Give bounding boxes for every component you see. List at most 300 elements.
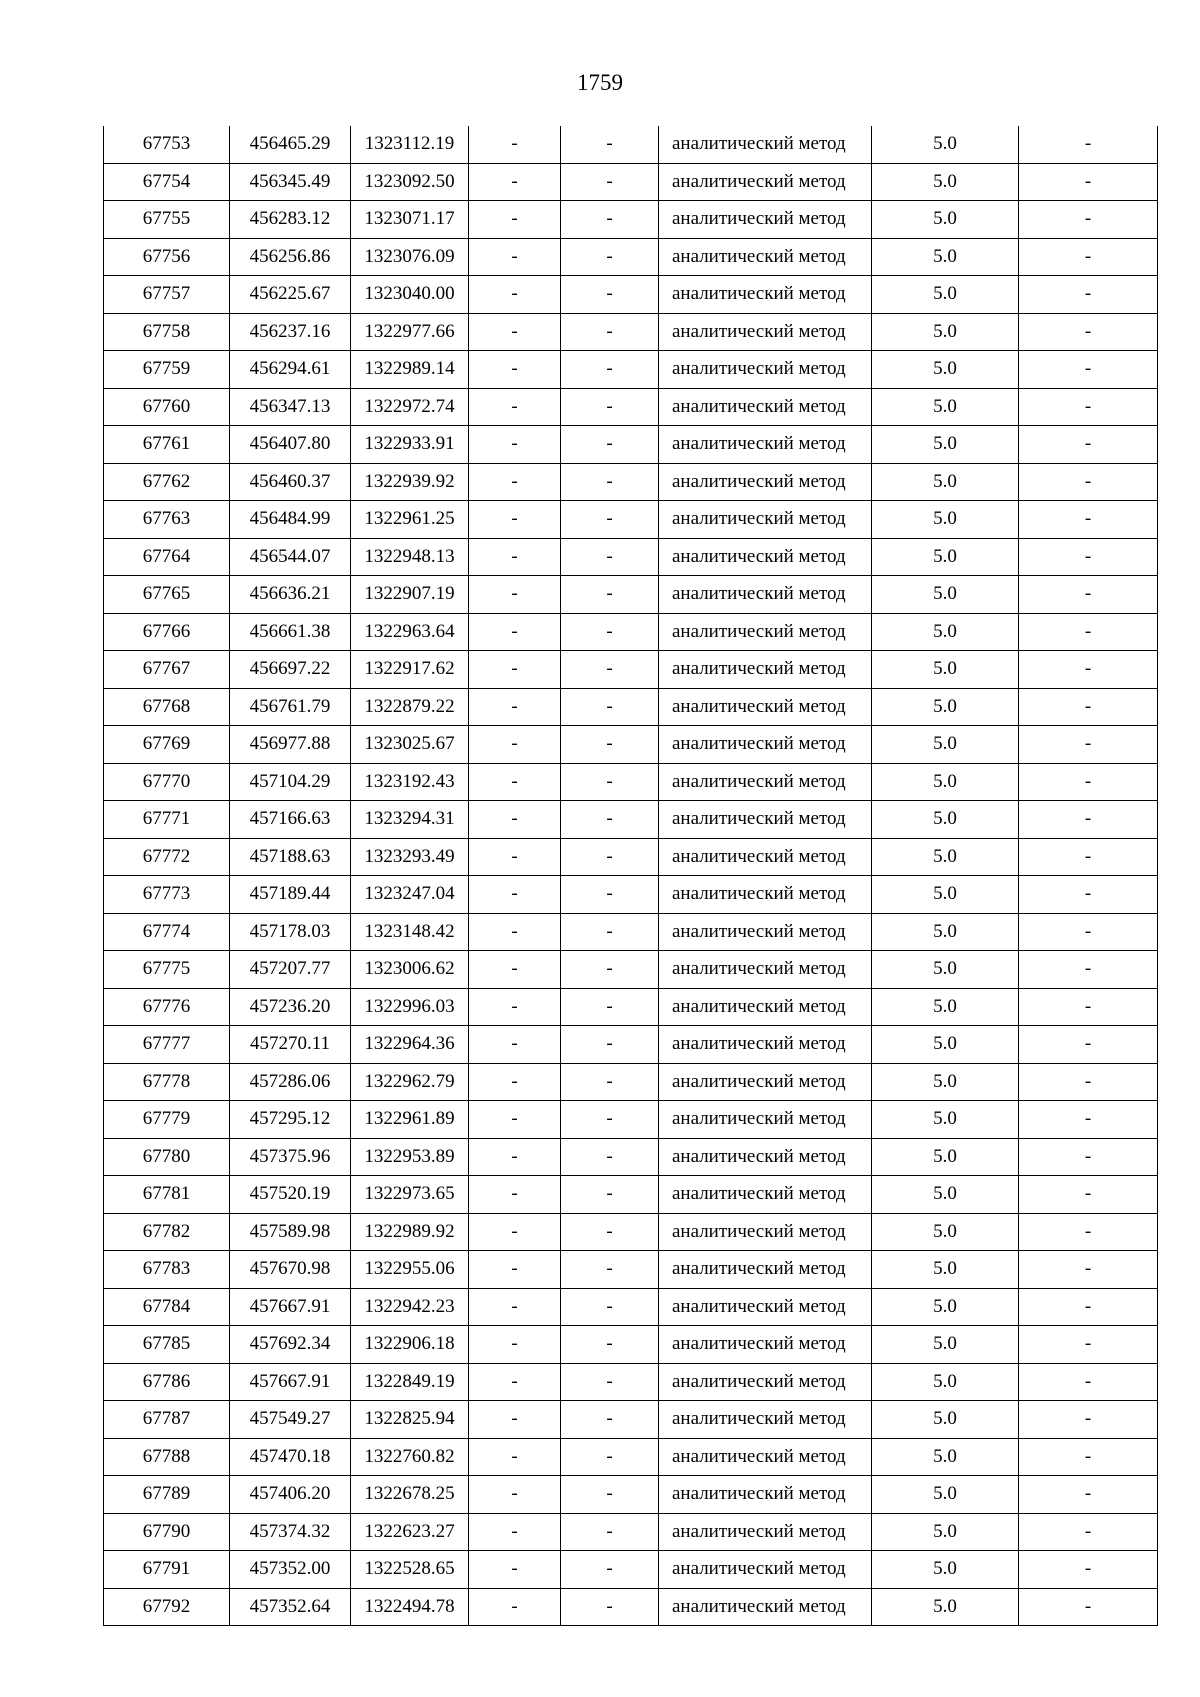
empty-cell-c: -	[1019, 538, 1158, 576]
table-row	[104, 238, 1158, 276]
y-coordinate-cell: 1322964.36	[351, 1026, 469, 1064]
y-coordinate-cell: 1322906.18	[351, 1326, 469, 1364]
table-row	[104, 1101, 1158, 1139]
empty-cell-a: -	[469, 163, 561, 201]
empty-cell-a: -	[469, 1026, 561, 1064]
table-row	[104, 1401, 1158, 1439]
x-coordinate-cell: 457352.64	[230, 1588, 351, 1626]
table-row	[104, 1476, 1158, 1514]
empty-cell-b: -	[561, 951, 659, 989]
x-coordinate-cell: 457692.34	[230, 1326, 351, 1364]
method-cell: аналитический метод	[659, 651, 872, 689]
accuracy-cell: 5.0	[872, 1551, 1019, 1589]
point-number-cell: 67762	[104, 463, 230, 501]
x-coordinate-cell: 457236.20	[230, 988, 351, 1026]
point-number-cell: 67780	[104, 1138, 230, 1176]
method-cell: аналитический метод	[659, 126, 872, 163]
method-cell: аналитический метод	[659, 1213, 872, 1251]
table-row	[104, 1026, 1158, 1064]
point-number-cell: 67777	[104, 1026, 230, 1064]
empty-cell-b: -	[561, 1401, 659, 1439]
method-cell: аналитический метод	[659, 351, 872, 389]
y-coordinate-cell: 1323025.67	[351, 726, 469, 764]
y-coordinate-cell: 1322996.03	[351, 988, 469, 1026]
empty-cell-b: -	[561, 163, 659, 201]
y-coordinate-cell: 1322933.91	[351, 426, 469, 464]
table-row	[104, 1438, 1158, 1476]
empty-cell-c: -	[1019, 913, 1158, 951]
empty-cell-a: -	[469, 913, 561, 951]
empty-cell-a: -	[469, 801, 561, 839]
empty-cell-a: -	[469, 688, 561, 726]
y-coordinate-cell: 1322760.82	[351, 1438, 469, 1476]
point-number-cell: 67757	[104, 276, 230, 314]
method-cell: аналитический метод	[659, 1176, 872, 1214]
y-coordinate-cell: 1322917.62	[351, 651, 469, 689]
accuracy-cell: 5.0	[872, 801, 1019, 839]
accuracy-cell: 5.0	[872, 351, 1019, 389]
point-number-cell: 67753	[104, 126, 230, 163]
empty-cell-a: -	[469, 1476, 561, 1514]
table-row	[104, 651, 1158, 689]
empty-cell-b: -	[561, 1326, 659, 1364]
y-coordinate-cell: 1323148.42	[351, 913, 469, 951]
table-row	[104, 951, 1158, 989]
y-coordinate-cell: 1322973.65	[351, 1176, 469, 1214]
point-number-cell: 67791	[104, 1551, 230, 1589]
empty-cell-c: -	[1019, 1363, 1158, 1401]
x-coordinate-cell: 457178.03	[230, 913, 351, 951]
method-cell: аналитический метод	[659, 1588, 872, 1626]
accuracy-cell: 5.0	[872, 1026, 1019, 1064]
y-coordinate-cell: 1322989.92	[351, 1213, 469, 1251]
empty-cell-a: -	[469, 201, 561, 239]
x-coordinate-cell: 457667.91	[230, 1363, 351, 1401]
empty-cell-c: -	[1019, 126, 1158, 163]
empty-cell-a: -	[469, 388, 561, 426]
table-row	[104, 1251, 1158, 1289]
x-coordinate-cell: 456237.16	[230, 313, 351, 351]
accuracy-cell: 5.0	[872, 1138, 1019, 1176]
empty-cell-c: -	[1019, 1213, 1158, 1251]
empty-cell-c: -	[1019, 1401, 1158, 1439]
table-row	[104, 276, 1158, 314]
point-number-cell: 67766	[104, 613, 230, 651]
empty-cell-a: -	[469, 538, 561, 576]
accuracy-cell: 5.0	[872, 1063, 1019, 1101]
method-cell: аналитический метод	[659, 613, 872, 651]
accuracy-cell: 5.0	[872, 1513, 1019, 1551]
empty-cell-b: -	[561, 801, 659, 839]
x-coordinate-cell: 457207.77	[230, 951, 351, 989]
table-row	[104, 201, 1158, 239]
y-coordinate-cell: 1323192.43	[351, 763, 469, 801]
method-cell: аналитический метод	[659, 688, 872, 726]
x-coordinate-cell: 456544.07	[230, 538, 351, 576]
y-coordinate-cell: 1323006.62	[351, 951, 469, 989]
y-coordinate-cell: 1323092.50	[351, 163, 469, 201]
y-coordinate-cell: 1323076.09	[351, 238, 469, 276]
method-cell: аналитический метод	[659, 1288, 872, 1326]
y-coordinate-cell: 1323293.49	[351, 838, 469, 876]
table-row	[104, 1326, 1158, 1364]
point-number-cell: 67767	[104, 651, 230, 689]
y-coordinate-cell: 1322494.78	[351, 1588, 469, 1626]
accuracy-cell: 5.0	[872, 1288, 1019, 1326]
accuracy-cell: 5.0	[872, 388, 1019, 426]
y-coordinate-cell: 1322528.65	[351, 1551, 469, 1589]
accuracy-cell: 5.0	[872, 501, 1019, 539]
y-coordinate-cell: 1322972.74	[351, 388, 469, 426]
empty-cell-b: -	[561, 726, 659, 764]
method-cell: аналитический метод	[659, 1513, 872, 1551]
empty-cell-c: -	[1019, 1513, 1158, 1551]
empty-cell-b: -	[561, 463, 659, 501]
x-coordinate-cell: 456460.37	[230, 463, 351, 501]
empty-cell-c: -	[1019, 801, 1158, 839]
point-number-cell: 67769	[104, 726, 230, 764]
empty-cell-a: -	[469, 463, 561, 501]
y-coordinate-cell: 1322963.64	[351, 613, 469, 651]
x-coordinate-cell: 457667.91	[230, 1288, 351, 1326]
empty-cell-a: -	[469, 576, 561, 614]
empty-cell-b: -	[561, 313, 659, 351]
point-number-cell: 67773	[104, 876, 230, 914]
x-coordinate-cell: 456661.38	[230, 613, 351, 651]
y-coordinate-cell: 1322623.27	[351, 1513, 469, 1551]
point-number-cell: 67756	[104, 238, 230, 276]
point-number-cell: 67785	[104, 1326, 230, 1364]
x-coordinate-cell: 457189.44	[230, 876, 351, 914]
x-coordinate-cell: 457352.00	[230, 1551, 351, 1589]
table-row	[104, 163, 1158, 201]
table-row	[104, 313, 1158, 351]
point-number-cell: 67788	[104, 1438, 230, 1476]
y-coordinate-cell: 1322962.79	[351, 1063, 469, 1101]
accuracy-cell: 5.0	[872, 1326, 1019, 1364]
method-cell: аналитический метод	[659, 538, 872, 576]
accuracy-cell: 5.0	[872, 238, 1019, 276]
empty-cell-b: -	[561, 1438, 659, 1476]
method-cell: аналитический метод	[659, 951, 872, 989]
empty-cell-a: -	[469, 1363, 561, 1401]
table-row	[104, 613, 1158, 651]
empty-cell-c: -	[1019, 1138, 1158, 1176]
empty-cell-b: -	[561, 201, 659, 239]
empty-cell-c: -	[1019, 1588, 1158, 1626]
x-coordinate-cell: 456977.88	[230, 726, 351, 764]
empty-cell-b: -	[561, 1588, 659, 1626]
empty-cell-c: -	[1019, 951, 1158, 989]
y-coordinate-cell: 1322977.66	[351, 313, 469, 351]
y-coordinate-cell: 1322879.22	[351, 688, 469, 726]
x-coordinate-cell: 457295.12	[230, 1101, 351, 1139]
table-row	[104, 538, 1158, 576]
accuracy-cell: 5.0	[872, 688, 1019, 726]
point-number-cell: 67774	[104, 913, 230, 951]
empty-cell-c: -	[1019, 463, 1158, 501]
empty-cell-b: -	[561, 276, 659, 314]
method-cell: аналитический метод	[659, 1326, 872, 1364]
method-cell: аналитический метод	[659, 1476, 872, 1514]
point-number-cell: 67765	[104, 576, 230, 614]
y-coordinate-cell: 1322961.89	[351, 1101, 469, 1139]
x-coordinate-cell: 457374.32	[230, 1513, 351, 1551]
method-cell: аналитический метод	[659, 1401, 872, 1439]
point-number-cell: 67776	[104, 988, 230, 1026]
method-cell: аналитический метод	[659, 1138, 872, 1176]
empty-cell-a: -	[469, 351, 561, 389]
empty-cell-b: -	[561, 388, 659, 426]
empty-cell-a: -	[469, 501, 561, 539]
table-row	[104, 463, 1158, 501]
coordinates-table	[103, 126, 1158, 1626]
empty-cell-a: -	[469, 1063, 561, 1101]
accuracy-cell: 5.0	[872, 1101, 1019, 1139]
empty-cell-b: -	[561, 426, 659, 464]
empty-cell-c: -	[1019, 763, 1158, 801]
empty-cell-a: -	[469, 876, 561, 914]
table-row	[104, 1551, 1158, 1589]
method-cell: аналитический метод	[659, 1026, 872, 1064]
accuracy-cell: 5.0	[872, 1213, 1019, 1251]
method-cell: аналитический метод	[659, 1438, 872, 1476]
point-number-cell: 67787	[104, 1401, 230, 1439]
y-coordinate-cell: 1322955.06	[351, 1251, 469, 1289]
accuracy-cell: 5.0	[872, 576, 1019, 614]
empty-cell-c: -	[1019, 876, 1158, 914]
accuracy-cell: 5.0	[872, 988, 1019, 1026]
method-cell: аналитический метод	[659, 726, 872, 764]
table-row	[104, 1588, 1158, 1626]
empty-cell-c: -	[1019, 613, 1158, 651]
empty-cell-b: -	[561, 501, 659, 539]
method-cell: аналитический метод	[659, 1551, 872, 1589]
empty-cell-b: -	[561, 876, 659, 914]
x-coordinate-cell: 456347.13	[230, 388, 351, 426]
x-coordinate-cell: 457406.20	[230, 1476, 351, 1514]
empty-cell-c: -	[1019, 1288, 1158, 1326]
x-coordinate-cell: 457188.63	[230, 838, 351, 876]
empty-cell-a: -	[469, 1513, 561, 1551]
y-coordinate-cell: 1322849.19	[351, 1363, 469, 1401]
x-coordinate-cell: 457166.63	[230, 801, 351, 839]
empty-cell-a: -	[469, 1213, 561, 1251]
empty-cell-c: -	[1019, 1101, 1158, 1139]
accuracy-cell: 5.0	[872, 463, 1019, 501]
point-number-cell: 67772	[104, 838, 230, 876]
accuracy-cell: 5.0	[872, 538, 1019, 576]
empty-cell-b: -	[561, 763, 659, 801]
x-coordinate-cell: 456465.29	[230, 126, 351, 163]
x-coordinate-cell: 456345.49	[230, 163, 351, 201]
empty-cell-a: -	[469, 276, 561, 314]
y-coordinate-cell: 1322942.23	[351, 1288, 469, 1326]
y-coordinate-cell: 1322678.25	[351, 1476, 469, 1514]
point-number-cell: 67770	[104, 763, 230, 801]
method-cell: аналитический метод	[659, 1101, 872, 1139]
point-number-cell: 67755	[104, 201, 230, 239]
empty-cell-b: -	[561, 1476, 659, 1514]
method-cell: аналитический метод	[659, 763, 872, 801]
point-number-cell: 67792	[104, 1588, 230, 1626]
y-coordinate-cell: 1322961.25	[351, 501, 469, 539]
point-number-cell: 67759	[104, 351, 230, 389]
empty-cell-c: -	[1019, 1176, 1158, 1214]
empty-cell-b: -	[561, 1213, 659, 1251]
empty-cell-c: -	[1019, 388, 1158, 426]
point-number-cell: 67768	[104, 688, 230, 726]
accuracy-cell: 5.0	[872, 726, 1019, 764]
empty-cell-c: -	[1019, 1476, 1158, 1514]
method-cell: аналитический метод	[659, 201, 872, 239]
empty-cell-a: -	[469, 1138, 561, 1176]
table-row	[104, 388, 1158, 426]
table-row	[104, 126, 1158, 163]
table-row	[104, 726, 1158, 764]
table-row	[104, 501, 1158, 539]
empty-cell-c: -	[1019, 201, 1158, 239]
x-coordinate-cell: 456294.61	[230, 351, 351, 389]
table-row	[104, 1063, 1158, 1101]
x-coordinate-cell: 457470.18	[230, 1438, 351, 1476]
point-number-cell: 67781	[104, 1176, 230, 1214]
empty-cell-c: -	[1019, 351, 1158, 389]
x-coordinate-cell: 457589.98	[230, 1213, 351, 1251]
accuracy-cell: 5.0	[872, 313, 1019, 351]
point-number-cell: 67784	[104, 1288, 230, 1326]
y-coordinate-cell: 1323040.00	[351, 276, 469, 314]
x-coordinate-cell: 456225.67	[230, 276, 351, 314]
empty-cell-a: -	[469, 726, 561, 764]
point-number-cell: 67758	[104, 313, 230, 351]
page-number: 1759	[577, 70, 623, 95]
y-coordinate-cell: 1322989.14	[351, 351, 469, 389]
method-cell: аналитический метод	[659, 1251, 872, 1289]
accuracy-cell: 5.0	[872, 613, 1019, 651]
empty-cell-b: -	[561, 126, 659, 163]
empty-cell-c: -	[1019, 313, 1158, 351]
method-cell: аналитический метод	[659, 238, 872, 276]
method-cell: аналитический метод	[659, 388, 872, 426]
empty-cell-c: -	[1019, 1026, 1158, 1064]
point-number-cell: 67779	[104, 1101, 230, 1139]
empty-cell-b: -	[561, 576, 659, 614]
empty-cell-c: -	[1019, 163, 1158, 201]
empty-cell-b: -	[561, 1288, 659, 1326]
accuracy-cell: 5.0	[872, 426, 1019, 464]
empty-cell-c: -	[1019, 426, 1158, 464]
empty-cell-c: -	[1019, 726, 1158, 764]
accuracy-cell: 5.0	[872, 1363, 1019, 1401]
empty-cell-c: -	[1019, 1326, 1158, 1364]
empty-cell-b: -	[561, 613, 659, 651]
method-cell: аналитический метод	[659, 876, 872, 914]
x-coordinate-cell: 457375.96	[230, 1138, 351, 1176]
accuracy-cell: 5.0	[872, 1438, 1019, 1476]
table-row	[104, 838, 1158, 876]
accuracy-cell: 5.0	[872, 126, 1019, 163]
empty-cell-b: -	[561, 1251, 659, 1289]
table-row	[104, 426, 1158, 464]
point-number-cell: 67778	[104, 1063, 230, 1101]
table-body	[104, 126, 1158, 1626]
point-number-cell: 67782	[104, 1213, 230, 1251]
x-coordinate-cell: 457270.11	[230, 1026, 351, 1064]
accuracy-cell: 5.0	[872, 876, 1019, 914]
empty-cell-c: -	[1019, 238, 1158, 276]
method-cell: аналитический метод	[659, 1063, 872, 1101]
empty-cell-c: -	[1019, 838, 1158, 876]
empty-cell-b: -	[561, 351, 659, 389]
point-number-cell: 67783	[104, 1251, 230, 1289]
x-coordinate-cell: 457520.19	[230, 1176, 351, 1214]
y-coordinate-cell: 1323071.17	[351, 201, 469, 239]
empty-cell-c: -	[1019, 651, 1158, 689]
table-row	[104, 913, 1158, 951]
x-coordinate-cell: 456697.22	[230, 651, 351, 689]
method-cell: аналитический метод	[659, 313, 872, 351]
empty-cell-a: -	[469, 1401, 561, 1439]
empty-cell-a: -	[469, 126, 561, 163]
table-row	[104, 351, 1158, 389]
table-row	[104, 1363, 1158, 1401]
empty-cell-b: -	[561, 1513, 659, 1551]
method-cell: аналитический метод	[659, 801, 872, 839]
empty-cell-a: -	[469, 1288, 561, 1326]
method-cell: аналитический метод	[659, 838, 872, 876]
method-cell: аналитический метод	[659, 1363, 872, 1401]
y-coordinate-cell: 1322939.92	[351, 463, 469, 501]
accuracy-cell: 5.0	[872, 201, 1019, 239]
empty-cell-a: -	[469, 651, 561, 689]
method-cell: аналитический метод	[659, 163, 872, 201]
point-number-cell: 67790	[104, 1513, 230, 1551]
point-number-cell: 67754	[104, 163, 230, 201]
empty-cell-a: -	[469, 1438, 561, 1476]
accuracy-cell: 5.0	[872, 1176, 1019, 1214]
empty-cell-c: -	[1019, 1063, 1158, 1101]
y-coordinate-cell: 1322907.19	[351, 576, 469, 614]
x-coordinate-cell: 456761.79	[230, 688, 351, 726]
point-number-cell: 67760	[104, 388, 230, 426]
empty-cell-a: -	[469, 1251, 561, 1289]
empty-cell-a: -	[469, 613, 561, 651]
empty-cell-c: -	[1019, 1438, 1158, 1476]
x-coordinate-cell: 456283.12	[230, 201, 351, 239]
method-cell: аналитический метод	[659, 426, 872, 464]
empty-cell-b: -	[561, 1026, 659, 1064]
accuracy-cell: 5.0	[872, 763, 1019, 801]
empty-cell-c: -	[1019, 988, 1158, 1026]
table-row	[104, 1176, 1158, 1214]
x-coordinate-cell: 457549.27	[230, 1401, 351, 1439]
empty-cell-a: -	[469, 838, 561, 876]
accuracy-cell: 5.0	[872, 913, 1019, 951]
empty-cell-c: -	[1019, 688, 1158, 726]
table-row	[104, 763, 1158, 801]
empty-cell-a: -	[469, 1588, 561, 1626]
empty-cell-b: -	[561, 1063, 659, 1101]
table-row	[104, 576, 1158, 614]
y-coordinate-cell: 1322825.94	[351, 1401, 469, 1439]
accuracy-cell: 5.0	[872, 163, 1019, 201]
empty-cell-a: -	[469, 1326, 561, 1364]
y-coordinate-cell: 1323294.31	[351, 801, 469, 839]
point-number-cell: 67763	[104, 501, 230, 539]
x-coordinate-cell: 457286.06	[230, 1063, 351, 1101]
empty-cell-b: -	[561, 988, 659, 1026]
